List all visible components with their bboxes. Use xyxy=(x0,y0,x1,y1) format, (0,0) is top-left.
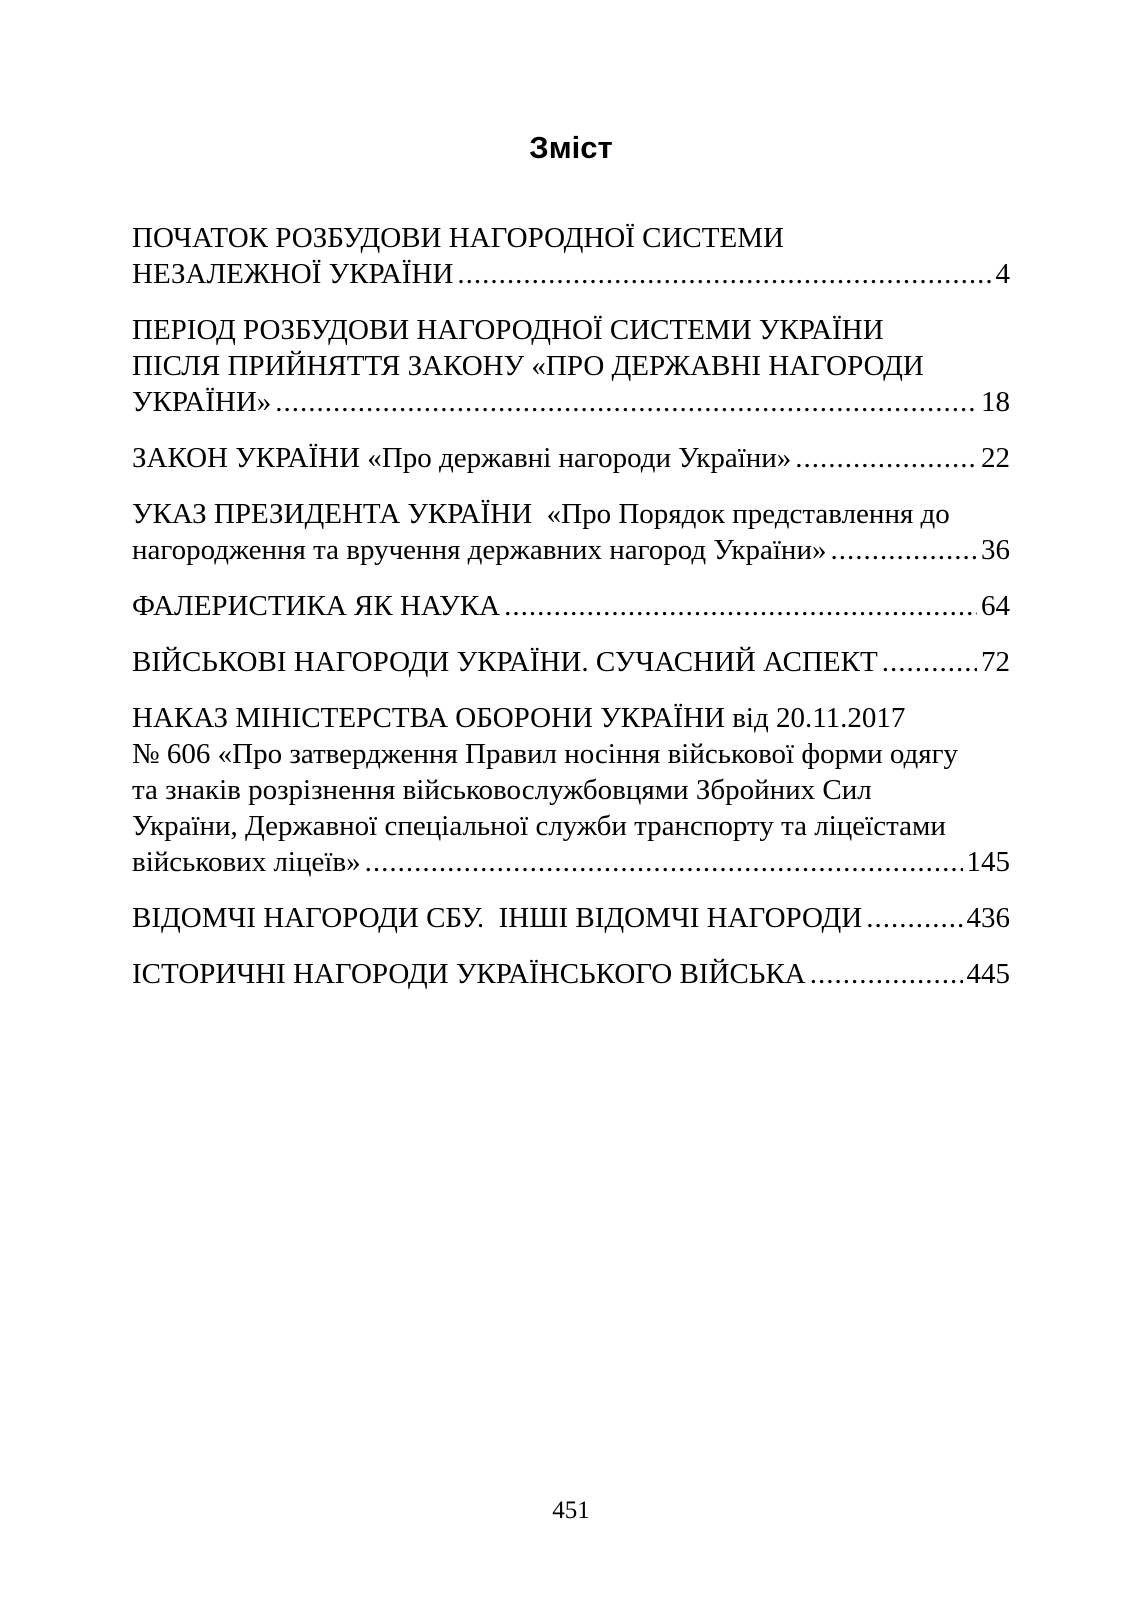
toc-entry-text-line: та знаків розрізнення військовослужбовцями Збройних Сил xyxy=(132,774,872,806)
toc-page-number: 36 xyxy=(981,534,1010,566)
toc-entry-text-line: ІСТОРИЧНІ НАГОРОДИ УКРАЇНСЬКОГО ВІЙСЬКА xyxy=(132,958,806,990)
toc-entry[interactable] xyxy=(132,496,1010,568)
toc-entry-text-line: НЕЗАЛЕЖНОЇ УКРАЇНИ xyxy=(132,258,454,290)
toc-entry-text-line: ПЕРІОД РОЗБУДОВИ НАГОРОДНОЇ СИСТЕМИ УКРАЇНИ xyxy=(132,314,884,346)
toc-entry-text-line: нагородження та вручення державних нагород України» xyxy=(132,534,827,566)
toc-entry-text-line: ВІЙСЬКОВІ НАГОРОДИ УКРАЇНИ. СУЧАСНИЙ АСПЕКТ xyxy=(132,646,878,678)
toc-entry[interactable] xyxy=(132,312,1010,420)
toc-entry-last-line xyxy=(132,440,1010,476)
toc-entry-text-line: УКРАЇНИ» xyxy=(132,386,272,418)
toc-entry-last-line xyxy=(132,532,1010,568)
toc-entry-last-line xyxy=(132,844,1010,880)
toc-entry-last-line xyxy=(132,644,1010,680)
toc-entry-text-line: ВІДОМЧІ НАГОРОДИ СБУ. ІНШІ ВІДОМЧІ НАГОРОДИ xyxy=(132,902,863,934)
page-title: Зміст xyxy=(529,130,613,165)
toc-entry-last-line xyxy=(132,256,1010,292)
toc-entry-last-line xyxy=(132,956,1010,992)
toc-entry-text-line: НАКАЗ МІНІСТЕРСТВА ОБОРОНИ УКРАЇНИ від 20.11.2017 xyxy=(132,702,906,734)
page-footer-number: 451 xyxy=(552,1497,590,1524)
dot-leader xyxy=(457,256,991,292)
dot-leader xyxy=(795,440,977,476)
toc-page-number: 145 xyxy=(966,846,1010,878)
toc-entry-last-line xyxy=(132,900,1010,936)
toc-entry-text-line: ЗАКОН УКРАЇНИ «Про державні нагороди України» xyxy=(132,442,792,474)
toc-page-number: 64 xyxy=(981,590,1010,622)
toc-page-number: 4 xyxy=(995,258,1010,290)
toc-page-number: 72 xyxy=(981,646,1010,678)
dot-leader xyxy=(810,956,963,992)
toc-page-number: 18 xyxy=(981,386,1010,418)
toc-entry[interactable] xyxy=(132,900,1010,936)
toc-entry-text-line: військових ліцеїв» xyxy=(132,846,361,878)
toc-entry-text-line: УКАЗ ПРЕЗИДЕНТА УКРАЇНИ «Про Порядок представлення до xyxy=(132,498,950,530)
toc-entry[interactable] xyxy=(132,644,1010,680)
toc-entry-text-line: України, Державної спеціальної служби транспорту та ліцеїстами xyxy=(132,810,946,842)
toc-page-number: 445 xyxy=(966,958,1010,990)
toc-entry[interactable] xyxy=(132,588,1010,624)
dot-leader xyxy=(830,532,977,568)
toc-entry[interactable] xyxy=(132,700,1010,880)
toc-entry-text-line: ПОЧАТОК РОЗБУДОВИ НАГОРОДНОЇ СИСТЕМИ xyxy=(132,222,784,254)
toc-entry-text-line: ФАЛЕРИСТИКА ЯК НАУКА xyxy=(132,590,501,622)
toc-entry-text-line: ПІСЛЯ ПРИЙНЯТТЯ ЗАКОНУ «ПРО ДЕРЖАВНІ НАГОРОДИ xyxy=(132,350,924,382)
toc-entry[interactable] xyxy=(132,440,1010,476)
toc-entry-last-line xyxy=(132,384,1010,420)
toc-page-number: 436 xyxy=(966,902,1010,934)
toc-entry-text-line: № 606 «Про затвердження Правил носіння військової форми одягу xyxy=(132,738,958,770)
toc-entry-last-line xyxy=(132,588,1010,624)
toc-page-number: 22 xyxy=(981,442,1010,474)
dot-leader xyxy=(365,844,963,880)
dot-leader xyxy=(882,644,977,680)
toc-entry[interactable] xyxy=(132,956,1010,992)
table-of-contents xyxy=(132,220,1010,1012)
dot-leader xyxy=(866,900,962,936)
toc-entry[interactable] xyxy=(132,220,1010,292)
dot-leader xyxy=(504,588,977,624)
dot-leader xyxy=(275,384,977,420)
